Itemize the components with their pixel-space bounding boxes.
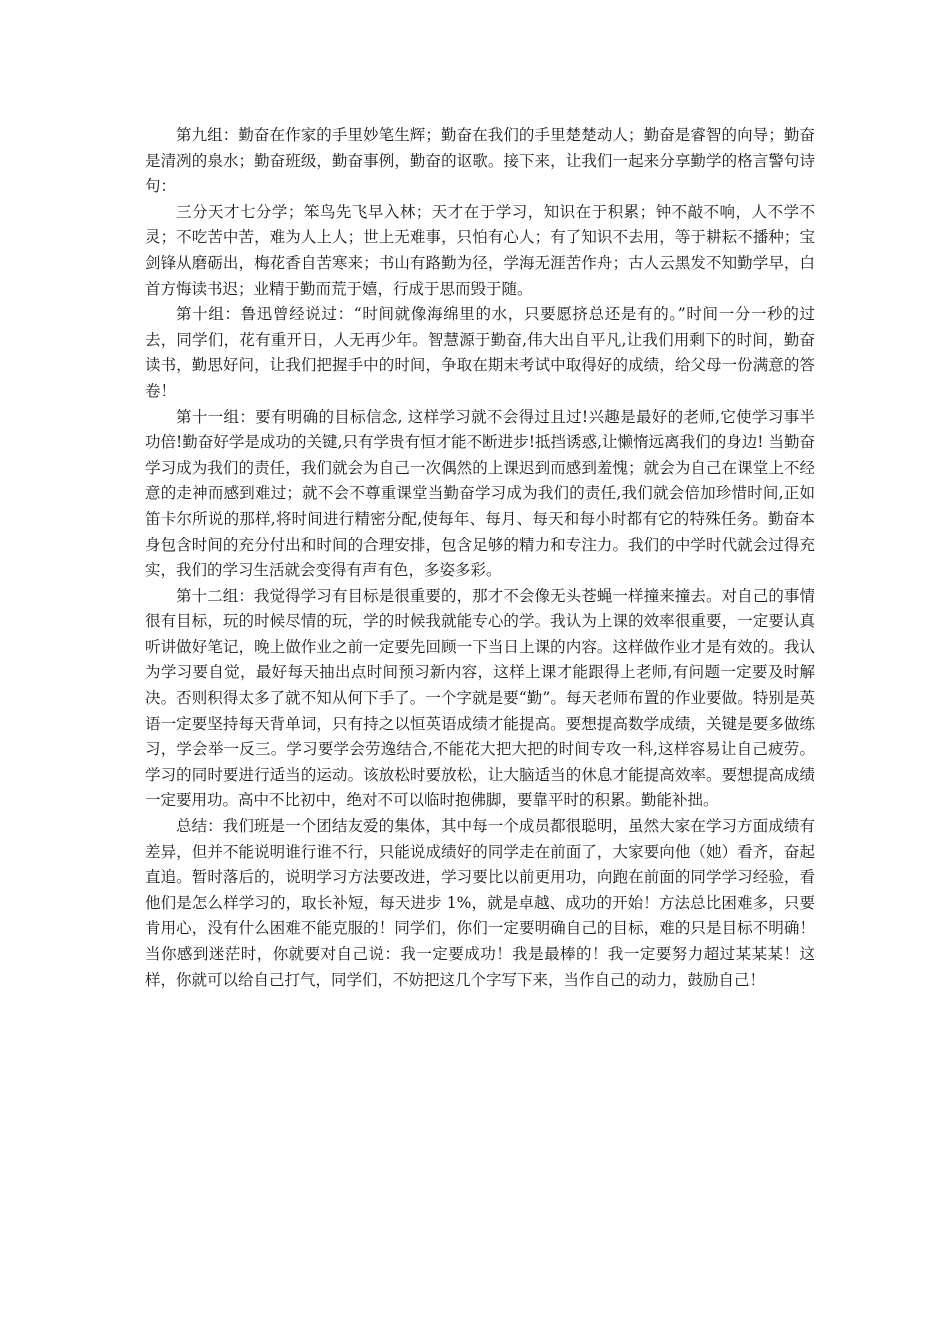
paragraph-summary: 总结：我们班是一个团结友爱的集体，其中每一个成员都很聪明，虽然大家在学习方面成绩有差异，但并不能说明谁行谁不行，只能说成绩好的同学走在前面了，大家要向他（她）看齐，奋起直追。暂时落后的，说明学习方法要改进，学习要比以前更用功，向跑在前面的同学学习经验，看他们是怎么样学习的，取长补短，每天进步 1%，就是卓越、成功的开始！方法总比困难多，只要肯用心，没有什么困难不能克服的！同学们，你们一定要明确自己的目标，难的只是目标不明确！当你感到迷茫时，你就要对自己说：我一定要成功！我是最棒的！我一定要努力超过某某某！这样，你就可以给自己打气，同学们，不妨把这几个字写下来，当作自己的动力，鼓励自己！: [145, 817, 815, 989]
paragraph-group-9: 第九组：勤奋在作家的手里妙笔生辉；勤奋在我们的手里楚楚动人；勤奋是睿智的向导；勤奋是清冽的泉水；勤奋班级，勤奋事例，勤奋的讴歌。接下来，让我们一起来分享勤学的格言警句诗句：: [145, 126, 815, 196]
paragraph-group-12: 第十二组：我觉得学习有目标是很重要的，那才不会像无头苍蝇一样撞来撞去。对自己的事情很有目标，玩的时候尽情的玩，学的时候我就能专心的学。我认为上课的效率很重要，一定要认真听讲做好笔记，晚上做作业之前一定要先回顾一下当日上课的内容。这样做作业才是有效的。我认为学习要自觉，最好每天抽出点时间预习新内容，这样上课才能跟得上老师,有问题一定要及时解决。否则积得太多了就不知从何下手了。一个字就是要“勤”。每天老师布置的作业要做。特别是英语一定要坚持每天背单词，只有持之以恒英语成绩才能提高。要想提高数学成绩，关键是要多做练习，学会举一反三。学习要学会劳逸结合,不能花大把大把的时间专攻一科,这样容易让自己疲劳。学习的同时要进行适当的运动。该放松时要放松，让大脑适当的休息才能提高效率。要想提高成绩一定要用功。高中不比初中，绝对不可以临时抱佛脚，要靠平时的积累。勤能补拙。: [145, 586, 815, 810]
paragraph-proverbs: 三分天才七分学；笨鸟先飞早入林；天才在于学习，知识在于积累；钟不敲不响，人不学不灵；不吃苦中苦，难为人上人；世上无难事，只怕有心人；有了知识不去用，等于耕耘不播种；宝剑锋从磨砺出，梅花香自苦寒来；书山有路勤为径，学海无涯苦作舟；古人云黑发不知勤学早，白首方悔读书迟；业精于勤而荒于嬉，行成于思而毁于随。: [145, 202, 815, 298]
document-body: [145, 123, 815, 993]
paragraph-group-10: 第十组：鲁迅曾经说过：“时间就像海绵里的水，只要愿挤总还是有的。”时间一分一秒的过去，同学们，花有重开日，人无再少年。智慧源于勤奋,伟大出自平凡,让我们用剩下的时间，勤奋读书，勤思好问，让我们把握手中的时间，争取在期末考试中取得好的成绩，给父母一份满意的答卷！: [145, 305, 815, 400]
paragraph-group-11: 第十一组：要有明确的目标信念, 这样学习就不会得过且过!兴趣是最好的老师,它使学习事半功倍!勤奋好学是成功的关键,只有学贵有恒才能不断进步!抵挡诱惑,让懒惰远离我们的身边! 当勤奋学习成为我们的责任，我们就会为自己一次偶然的上课迟到而感到羞愧；就会为自己在课堂上不经意的走神而感到难过；就不会不尊重课堂当勤奋学习成为我们的责任,我们就会倍加珍惜时间,正如笛卡尔所说的那样,将时间进行精密分配,使每年、每月、每天和每小时都有它的特殊任务。勤奋本身包含时间的充分付出和时间的合理安排，包含足够的精力和专注力。我们的中学时代就会过得充实，我们的学习生活就会变得有声有色，多姿多彩。: [145, 407, 815, 580]
